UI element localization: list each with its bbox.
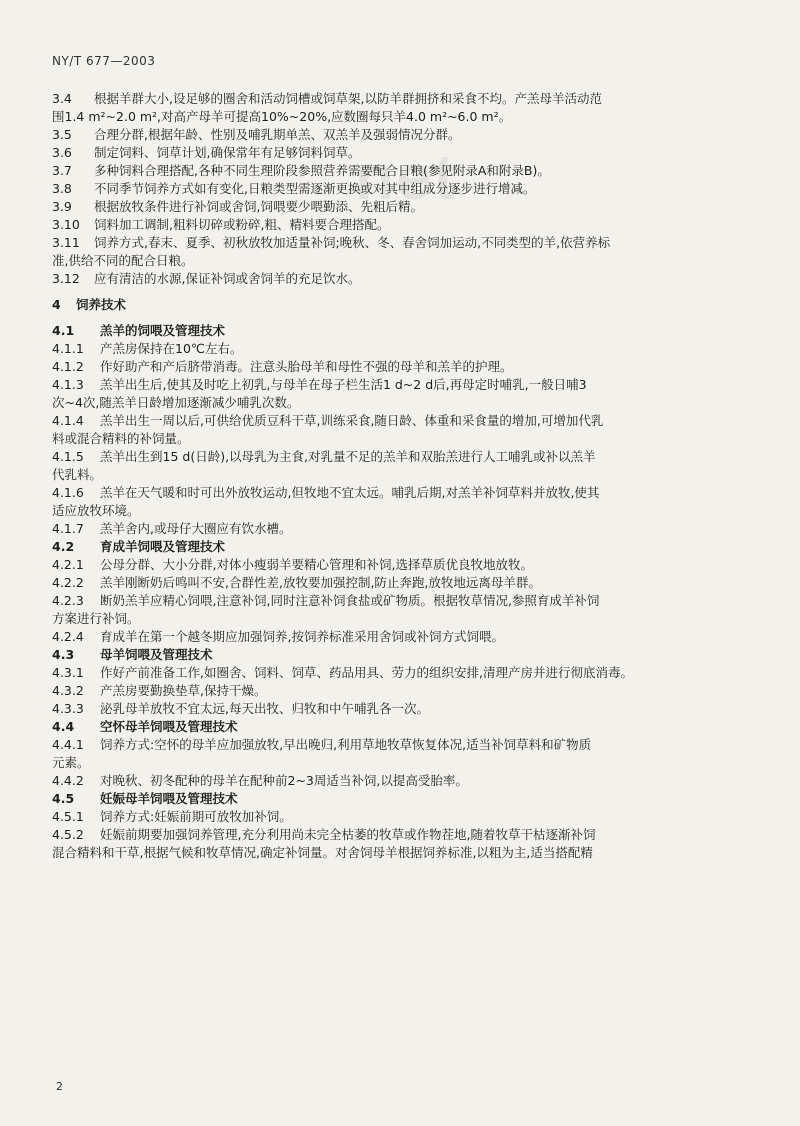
clause-line xyxy=(52,412,742,430)
clause-text: 空怀母羊饲喂及管理技术 xyxy=(100,719,238,734)
clause-text: 断奶羔羊应精心饲喂,注意补饲,同时注意补饲食盐或矿物质。根据牧草情况,参照育成羊补饲 xyxy=(100,593,600,608)
clause-line xyxy=(52,484,742,502)
paragraph-continuation-line xyxy=(52,502,742,520)
clause-text: 适应放牧环境。 xyxy=(52,503,140,518)
clause-text: 妊娠前期要加强饲养管理,充分利用尚未完全枯萎的牧草或作物茬地,随着牧草干枯逐渐补饲 xyxy=(100,827,596,842)
clause-number: 4.4 xyxy=(52,719,75,734)
clause-text: 饲养方式:妊娠前期可放牧加补饲。 xyxy=(100,809,292,824)
clause-text: 母羊饲喂及管理技术 xyxy=(100,647,213,662)
clause-text: 羔羊出生后,使其及时吃上初乳,与母羊在母子栏生活1 d~2 d后,再母定时哺乳,一般日哺3 xyxy=(100,377,587,392)
clause-number: 4.5.2 xyxy=(52,827,84,842)
clause-number: 4.4.1 xyxy=(52,737,84,752)
section-heading xyxy=(52,718,742,736)
clause-line xyxy=(52,574,742,592)
section-heading xyxy=(52,296,742,314)
paragraph-continuation-line xyxy=(52,252,742,270)
clause-line xyxy=(52,144,742,162)
clause-line xyxy=(52,628,742,646)
clause-line xyxy=(52,126,742,144)
clause-text: 混合精料和干草,根据气候和牧草情况,确定补饲量。对舍饲母羊根据饲养标准,以粗为主,适当搭配精 xyxy=(52,845,593,860)
clause-text: 育成羊饲喂及管理技术 xyxy=(100,539,226,554)
clause-text: 制定饲料、饲草计划,确保常年有足够饲料饲草。 xyxy=(94,145,361,160)
clause-number: 4.1.6 xyxy=(52,485,84,500)
section-heading xyxy=(52,322,742,340)
clause-text: 公母分群、大小分群,对体小瘦弱羊要精心管理和补饲,选择草质优良牧地放牧。 xyxy=(100,557,533,572)
clause-number: 4.1.3 xyxy=(52,377,84,392)
clause-line xyxy=(52,520,742,538)
watermark: net xyxy=(355,141,457,213)
clause-number: 4.1.5 xyxy=(52,449,84,464)
clause-line xyxy=(52,358,742,376)
clause-line xyxy=(52,90,742,108)
clause-text: 料或混合精料的补饲量。 xyxy=(52,431,190,446)
paragraph-continuation-line xyxy=(52,754,742,772)
clause-number: 4.1.4 xyxy=(52,413,84,428)
clause-number: 4.2.1 xyxy=(52,557,84,572)
clause-text: 饲养方式:空怀的母羊应加强放牧,早出晚归,利用草地牧草恢复体况,适当补饲草料和矿物质 xyxy=(100,737,592,752)
clause-number: 4.2 xyxy=(52,539,75,554)
clause-text: 合理分群,根据年龄、性别及哺乳期单羔、双羔羊及强弱情况分群。 xyxy=(94,127,461,142)
clause-line xyxy=(52,180,742,198)
clause-text: 育成羊在第一个越冬期应加强饲养,按饲养标准采用舍饲或补饲方式饲喂。 xyxy=(100,629,504,644)
paragraph-continuation-line xyxy=(52,610,742,628)
clause-number: 4.3 xyxy=(52,647,75,662)
clause-line xyxy=(52,216,742,234)
clause-line xyxy=(52,736,742,754)
clause-number: 4.3.3 xyxy=(52,701,84,716)
clause-line xyxy=(52,556,742,574)
clause-number: 4.2.4 xyxy=(52,629,84,644)
clause-number: 4.2.3 xyxy=(52,593,84,608)
clause-number: 4.1.1 xyxy=(52,341,84,356)
clause-text: 饲养技术 xyxy=(76,297,127,312)
clause-text: 羔羊的饲喂及管理技术 xyxy=(100,323,226,338)
clause-line xyxy=(52,808,742,826)
clause-text: 妊娠母羊饲喂及管理技术 xyxy=(100,791,238,806)
clause-line xyxy=(52,826,742,844)
page-number: 2 xyxy=(56,1080,63,1093)
clause-line xyxy=(52,700,742,718)
clause-number: 4.1 xyxy=(52,323,75,338)
clause-line xyxy=(52,376,742,394)
clause-text: 作好助产和产后脐带消毒。注意头胎母羊和母性不强的母羊和羔羊的护理。 xyxy=(100,359,513,374)
standard-code-header: NY/T 677—2003 xyxy=(52,54,156,68)
clause-number: 4.5 xyxy=(52,791,75,806)
paragraph-continuation-line xyxy=(52,466,742,484)
clause-line xyxy=(52,592,742,610)
clause-line xyxy=(52,682,742,700)
section-heading xyxy=(52,790,742,808)
clause-text: 对晚秋、初冬配种的母羊在配种前2~3周适当补饲,以提高受胎率。 xyxy=(100,773,468,788)
clause-number: 4.3.2 xyxy=(52,683,84,698)
clause-line xyxy=(52,664,742,682)
clause-text: 不同季节饲养方式如有变化,日粮类型需逐渐更换或对其中组成分逐步进行增减。 xyxy=(94,181,536,196)
clause-line xyxy=(52,340,742,358)
clause-number: 3.7 xyxy=(52,163,72,178)
clause-text: 多种饲料合理搭配,各种不同生理阶段参照营养需要配合日粮(参见附录A和附录B)。 xyxy=(94,163,550,178)
clause-line xyxy=(52,198,742,216)
clause-number: 3.9 xyxy=(52,199,72,214)
clause-text: 根据羊群大小,设足够的圈舍和活动饲槽或饲草架,以防羊群拥挤和采食不均。产羔母羊活动范 xyxy=(94,91,602,106)
clause-number: 4.2.2 xyxy=(52,575,84,590)
clause-number: 4.1.2 xyxy=(52,359,84,374)
clause-text: 方案进行补饲。 xyxy=(52,611,140,626)
clause-line xyxy=(52,772,742,790)
section-heading xyxy=(52,538,742,556)
paragraph-continuation-line xyxy=(52,394,742,412)
clause-number: 4.1.7 xyxy=(52,521,84,536)
paragraph-continuation-line xyxy=(52,108,742,126)
clause-number: 3.10 xyxy=(52,217,80,232)
clause-text: 元素。 xyxy=(52,755,90,770)
clause-number: 3.6 xyxy=(52,145,72,160)
clause-text: 饲料加工调制,粗料切碎或粉碎,粗、精料要合理搭配。 xyxy=(94,217,390,232)
clause-text: 次~4次,随羔羊日龄增加逐渐减少哺乳次数。 xyxy=(52,395,300,410)
clause-text: 羔羊刚断奶后鸣叫不安,合群性差,放牧要加强控制,防止奔跑,放牧地远离母羊群。 xyxy=(100,575,541,590)
paragraph-continuation-line xyxy=(52,430,742,448)
clause-text: 产羔房保持在10℃左右。 xyxy=(100,341,243,356)
clause-text: 饲养方式,春末、夏季、初秋放牧加适量补饲;晚秋、冬、春舍饲加运动,不同类型的羊,依营养标 xyxy=(94,235,611,250)
section-heading xyxy=(52,646,742,664)
clause-text: 羔羊出生到15 d(日龄),以母乳为主食,对乳量不足的羔羊和双胎羔进行人工哺乳或补以羔羊 xyxy=(100,449,596,464)
clause-line xyxy=(52,270,742,288)
clause-text: 羔羊出生一周以后,可供给优质豆科干草,训练采食,随日龄、体重和采食量的增加,可增加代乳 xyxy=(100,413,604,428)
clause-line xyxy=(52,448,742,466)
clause-line xyxy=(52,234,742,252)
clause-text: 作好产前准备工作,如圈舍、饲料、饲草、药品用具、劳力的组织安排,清理产房并进行彻底消毒。 xyxy=(100,665,633,680)
clause-number: 3.8 xyxy=(52,181,72,196)
document-body xyxy=(52,90,742,862)
clause-number: 4.4.2 xyxy=(52,773,84,788)
clause-text: 产羔房要勤换垫草,保持干燥。 xyxy=(100,683,267,698)
clause-number: 4 xyxy=(52,297,61,312)
clause-text: 泌乳母羊放牧不宜太远,每天出牧、归牧和中午哺乳各一次。 xyxy=(100,701,429,716)
clause-line xyxy=(52,162,742,180)
clause-number: 3.4 xyxy=(52,91,72,106)
clause-text: 羔羊在天气暖和时可出外放牧运动,但牧地不宜太远。哺乳后期,对羔羊补饲草料并放牧,使其 xyxy=(100,485,600,500)
clause-number: 3.5 xyxy=(52,127,72,142)
clause-text: 代乳料。 xyxy=(52,467,103,482)
clause-text: 围1.4 m²~2.0 m²,对高产母羊可提高10%~20%,应数圈每只羊4.0 m²~6.0 m²。 xyxy=(52,109,512,124)
clause-number: 3.11 xyxy=(52,235,80,250)
clause-number: 4.5.1 xyxy=(52,809,84,824)
paragraph-continuation-line xyxy=(52,844,742,862)
clause-text: 根据放牧条件进行补饲或舍饲,饲喂要少喂勤添、先粗后精。 xyxy=(94,199,423,214)
clause-number: 4.3.1 xyxy=(52,665,84,680)
clause-text: 羔羊舍内,或母仔大圈应有饮水槽。 xyxy=(100,521,292,536)
clause-text: 应有清洁的水源,保证补饲或舍饲羊的充足饮水。 xyxy=(94,271,361,286)
clause-text: 准,供给不同的配合日粮。 xyxy=(52,253,194,268)
clause-number: 3.12 xyxy=(52,271,80,286)
